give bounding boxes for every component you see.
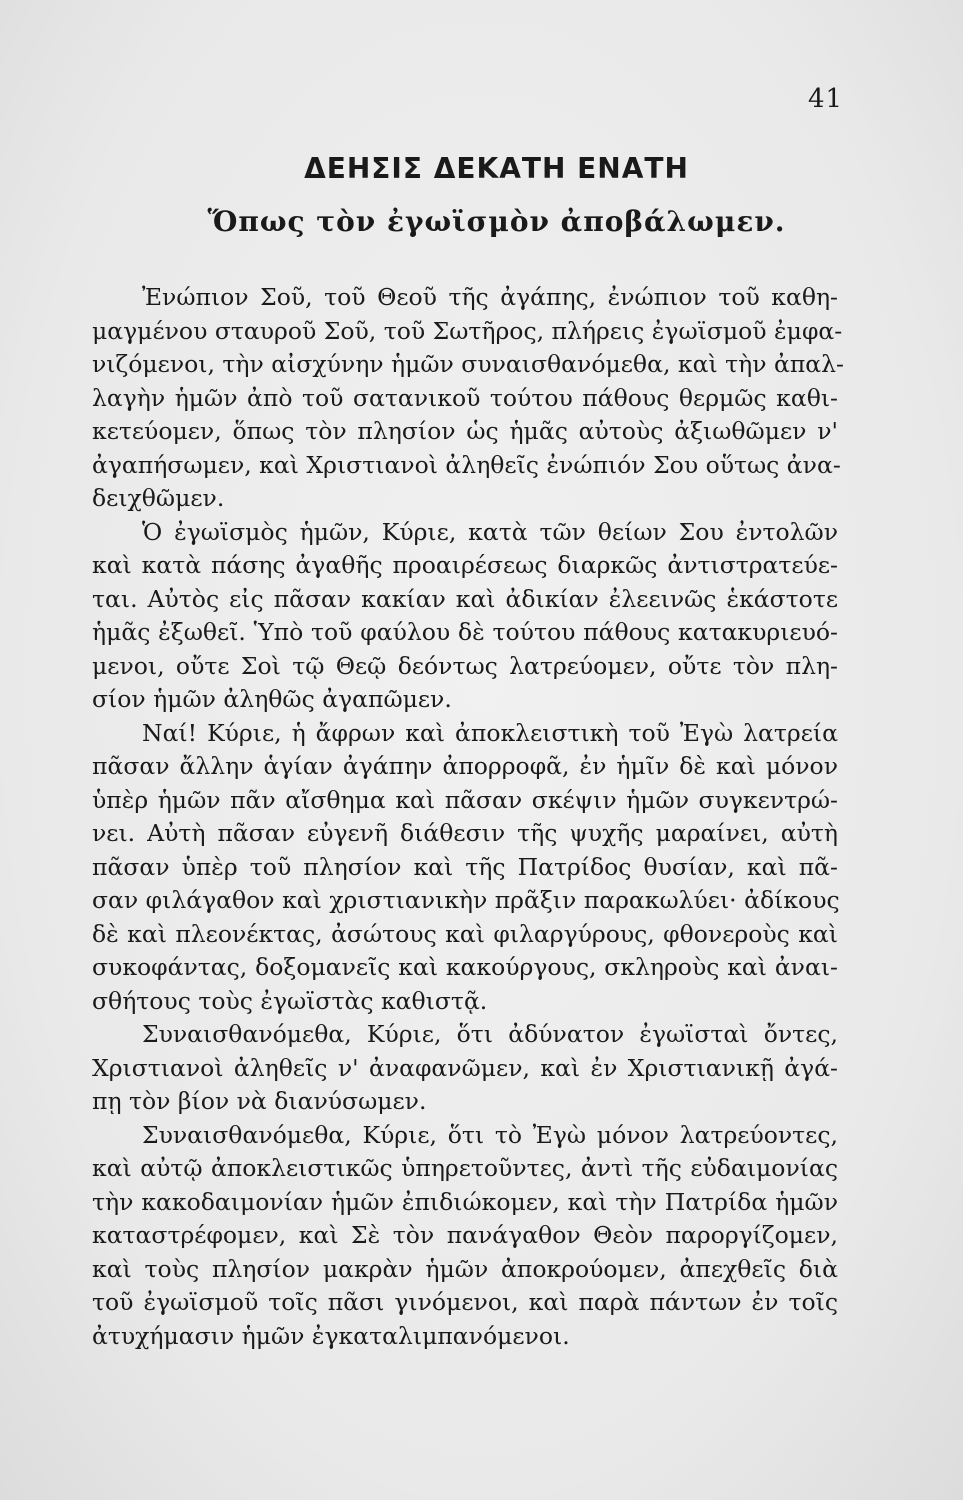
text-line: μαγμένου σταυροῦ Σοῦ, τοῦ Σωτῆρος, πλήρεις ἐγωϊσμοῦ ἐμφα- [92, 316, 843, 345]
text-line: συκοφάντας, δοξομανεῖς καὶ κακούργους, σκληροὺς καὶ ἀναι- [92, 953, 838, 981]
text-line: ἀγαπήσωμεν, καὶ Χριστιανοὶ ἀληθεῖς ἐνώπιόν Σου οὕτως ἀνα- [92, 450, 841, 479]
text-line: κετεύομεν, ὅπως τὸν πλησίον ὡς ἡμᾶς αὐτοὺς ἀξιωθῶμεν ν' [92, 417, 838, 445]
text-line: ἀτυχήμασιν ἡμῶν ἐγκαταλιμπανόμενοι. [92, 1321, 570, 1350]
text-line: δειχθῶμεν. [92, 484, 225, 512]
text-line: τοῦ ἐγωϊσμοῦ τοῖς πᾶσι γινόμενοι, καὶ παρὰ πάντων ἐν τοῖς [92, 1288, 838, 1316]
text-line: σίον ἡμῶν ἀληθῶς ἀγαπῶμεν. [92, 685, 452, 713]
text-line: μενοι, οὔτε Σοὶ τῷ Θεῷ δεόντως λατρεύομεν, οὔτε τὸν πλη- [92, 651, 838, 680]
text-line: σαν φιλάγαθον καὶ χριστιανικὴν πρᾶξιν παρακωλύει· ἀδίκους [92, 886, 840, 914]
text-line: νιζόμενοι, τὴν αἰσχύνην ἡμῶν συναισθανόμεθα, καὶ τὴν ἀπαλ- [92, 350, 844, 378]
text-line: καὶ κατὰ πάσης ἀγαθῆς προαιρέσεως διαρκῶς ἀντιστρατεύε- [92, 551, 838, 579]
text-line: Ὁ ἐγωϊσμὸς ἡμῶν, Κύριε, κατὰ τῶν θείων Σου ἐντολῶν [142, 517, 838, 546]
text-line: Συναισθανόμεθα, Κύριε, ὅτι ἀδύνατον ἐγωϊσταὶ ὄντες, [142, 1020, 838, 1048]
text-line: ὑπὲρ ἡμῶν πᾶν αἴσθημα καὶ πᾶσαν σκέψιν ἡμῶν συγκεντρώ- [92, 785, 838, 814]
chapter-subtitle: Ὅπως τὸν ἐγωϊσμὸν ἀποβάλωμεν. [207, 205, 786, 238]
text-line: πᾶσαν ἄλλην ἁγίαν ἀγάπην ἀπορροφᾶ, ἐν ἡμῖν δὲ καὶ μόνον [92, 752, 838, 780]
text-line: σθήτους τοὺς ἐγωϊστὰς καθιστᾷ. [92, 986, 488, 1015]
body-text [92, 281, 844, 1353]
text-line: τὴν κακοδαιμονίαν ἡμῶν ἐπιδιώκομεν, καὶ τὴν Πατρίδα ἡμῶν [92, 1187, 838, 1216]
chapter-title: ΔΕΗΣΙΣ ΔΕΚΑΤΗ ΕΝΑΤΗ [304, 152, 689, 185]
page-number: 41 [808, 84, 844, 114]
text-line: ἡμᾶς ἐξωθεῖ. Ὑπὸ τοῦ φαύλου δὲ τούτου πάθους κατακυριευό- [92, 618, 838, 646]
text-line: καταστρέφομεν, καὶ Σὲ τὸν πανάγαθον Θεὸν παροργίζομεν, [92, 1221, 838, 1249]
text-line: Ἐνώπιον Σοῦ, τοῦ Θεοῦ τῆς ἀγάπης, ἐνώπιον τοῦ καθη- [142, 283, 838, 311]
text-line: ται. Αὐτὸς εἰς πᾶσαν κακίαν καὶ ἀδικίαν ἐλεεινῶς ἑκάστοτε [92, 584, 838, 613]
text-line: νει. Αὐτὴ πᾶσαν εὐγενῆ διάθεσιν τῆς ψυχῆς μαραίνει, αὐτὴ [92, 819, 838, 847]
text-line: πῃ τὸν βίον νὰ διανύσωμεν. [92, 1087, 427, 1115]
text-line: πᾶσαν ὑπὲρ τοῦ πλησίον καὶ τῆς Πατρίδος θυσίαν, καὶ πᾶ- [92, 852, 838, 881]
text-line: λαγὴν ἡμῶν ἀπὸ τοῦ σατανικοῦ τούτου πάθους θερμῶς καθι- [92, 383, 838, 412]
text-line: Ναί! Κύριε, ἡ ἄφρων καὶ ἀποκλειστικὴ τοῦ Ἐγὼ λατρεία [142, 718, 838, 747]
text-line: Συναισθανόμεθα, Κύριε, ὅτι τὸ Ἐγὼ μόνον λατρεύοντες, [142, 1120, 838, 1149]
text-line: καὶ τοὺς πλησίον μακρὰν ἡμῶν ἀποκρούομεν, ἀπεχθεῖς διὰ [92, 1254, 838, 1283]
text-line: Χριστιανοὶ ἀληθεῖς ν' ἀναφανῶμεν, καὶ ἐν Χριστιανικῇ ἀγά- [92, 1053, 838, 1082]
text-line: δὲ καὶ πλεονέκτας, ἀσώτους καὶ φιλαργύρους, φθονεροὺς καὶ [92, 919, 838, 948]
text-line: καὶ αὐτῷ ἀποκλειστικῶς ὑπηρετοῦντες, ἀντὶ τῆς εὐδαιμονίας [92, 1154, 838, 1182]
